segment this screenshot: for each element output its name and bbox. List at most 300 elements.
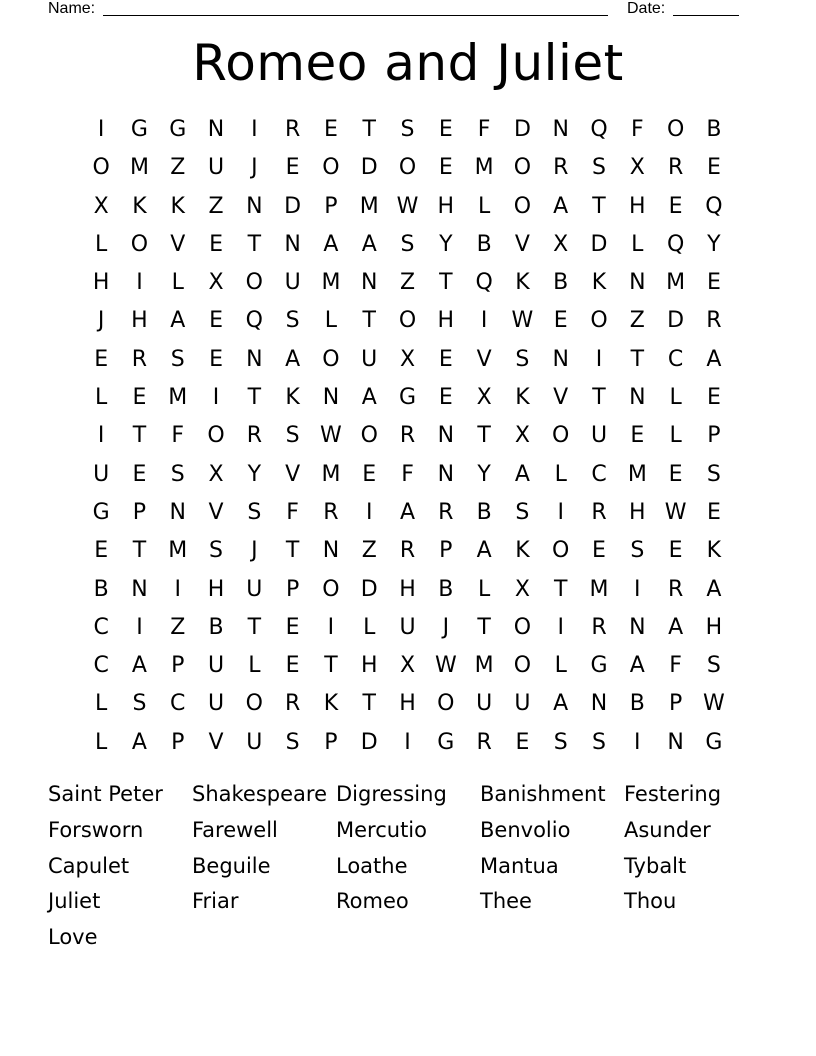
- grid-letter[interactable]: A: [323, 231, 339, 257]
- grid-letter[interactable]: K: [515, 538, 530, 564]
- grid-letter[interactable]: B: [706, 117, 722, 142]
- grid-letter[interactable]: P: [324, 193, 338, 219]
- word-list-item: Asunder: [624, 817, 711, 842]
- grid-letter[interactable]: A: [361, 385, 377, 411]
- grid-row: [82, 188, 736, 226]
- grid-letter[interactable]: R: [131, 346, 148, 372]
- word-list-item: Forsworn: [48, 817, 144, 842]
- grid-letter[interactable]: E: [706, 499, 721, 525]
- grid-letter[interactable]: K: [706, 538, 722, 564]
- grid-letter[interactable]: E: [438, 385, 453, 411]
- grid-letter[interactable]: U: [476, 691, 493, 717]
- grid-letter[interactable]: G: [130, 117, 148, 142]
- grid-letter[interactable]: N: [322, 385, 340, 411]
- grid-letter[interactable]: Z: [208, 193, 224, 219]
- grid-letter[interactable]: O: [552, 423, 570, 449]
- grid-letter[interactable]: N: [552, 117, 569, 142]
- grid-letter[interactable]: T: [630, 346, 645, 372]
- grid-letter[interactable]: X: [208, 461, 224, 487]
- grid-letter[interactable]: A: [553, 193, 569, 219]
- grid-letter[interactable]: H: [207, 576, 225, 602]
- grid-letter[interactable]: E: [668, 538, 683, 564]
- grid-letter[interactable]: L: [554, 653, 567, 679]
- grid-letter[interactable]: U: [590, 423, 608, 449]
- grid-letter[interactable]: E: [132, 385, 147, 411]
- grid-letter[interactable]: V: [285, 461, 301, 487]
- grid-letter[interactable]: S: [170, 461, 185, 487]
- grid-letter[interactable]: T: [477, 614, 491, 640]
- grid-letter[interactable]: G: [398, 385, 417, 411]
- grid-letter[interactable]: S: [706, 461, 721, 487]
- grid-letter[interactable]: X: [476, 385, 492, 411]
- grid-letter[interactable]: U: [207, 691, 225, 717]
- grid-letter[interactable]: N: [629, 270, 646, 296]
- grid-letter[interactable]: S: [592, 729, 606, 755]
- grid-letter[interactable]: V: [476, 346, 492, 372]
- grid-letter[interactable]: S: [132, 691, 147, 717]
- grid-letter[interactable]: D: [360, 576, 378, 602]
- grid-letter[interactable]: V: [553, 385, 569, 411]
- grid-letter[interactable]: L: [248, 653, 261, 679]
- grid-letter[interactable]: H: [437, 308, 455, 334]
- grid-letter[interactable]: I: [557, 499, 564, 525]
- grid-letter[interactable]: C: [667, 346, 684, 372]
- word-list-item: Beguile: [192, 853, 271, 878]
- grid-letter[interactable]: I: [97, 117, 105, 142]
- grid-row: [82, 685, 736, 723]
- grid-letter[interactable]: G: [590, 653, 608, 679]
- grid-letter[interactable]: X: [208, 270, 224, 296]
- grid-letter[interactable]: Y: [439, 231, 453, 257]
- grid-letter[interactable]: L: [554, 461, 567, 487]
- grid-letter[interactable]: T: [247, 614, 262, 640]
- grid-letter[interactable]: E: [668, 461, 683, 487]
- grid-letter[interactable]: U: [361, 346, 378, 372]
- grid-letter[interactable]: D: [284, 193, 302, 219]
- grid-letter[interactable]: X: [514, 576, 530, 602]
- grid-letter[interactable]: U: [284, 270, 301, 296]
- grid-letter[interactable]: J: [97, 308, 105, 334]
- grid-letter[interactable]: R: [591, 614, 607, 640]
- grid-letter[interactable]: O: [513, 653, 532, 679]
- grid-letter[interactable]: J: [251, 538, 258, 564]
- grid-letter[interactable]: N: [629, 385, 646, 411]
- grid-letter[interactable]: V: [208, 499, 224, 525]
- grid-letter[interactable]: A: [476, 538, 492, 564]
- grid-letter[interactable]: E: [706, 155, 721, 181]
- grid-letter[interactable]: R: [284, 117, 301, 142]
- grid-letter[interactable]: U: [207, 155, 225, 181]
- grid-letter[interactable]: O: [398, 155, 417, 181]
- grid-letter[interactable]: T: [247, 231, 262, 257]
- grid-letter[interactable]: T: [362, 691, 376, 717]
- grid-letter[interactable]: U: [246, 729, 263, 755]
- grid-letter[interactable]: W: [511, 308, 534, 334]
- grid-letter[interactable]: X: [93, 193, 109, 219]
- grid-letter[interactable]: E: [668, 193, 683, 219]
- grid-letter[interactable]: A: [553, 691, 569, 717]
- grid-letter[interactable]: V: [170, 231, 186, 257]
- grid-letter[interactable]: T: [324, 653, 338, 679]
- grid-letter[interactable]: E: [285, 653, 300, 679]
- grid-letter[interactable]: A: [514, 461, 530, 487]
- worksheet-header: [48, 0, 748, 20]
- grid-letter[interactable]: V: [514, 231, 530, 257]
- grid-letter[interactable]: U: [246, 576, 263, 602]
- grid-letter[interactable]: M: [129, 155, 149, 181]
- grid-letter[interactable]: B: [438, 576, 454, 602]
- grid-letter[interactable]: A: [285, 346, 301, 372]
- grid-letter[interactable]: F: [401, 461, 414, 487]
- grid-letter[interactable]: B: [93, 576, 109, 602]
- grid-letter[interactable]: D: [513, 117, 531, 142]
- grid-letter[interactable]: O: [92, 155, 110, 181]
- grid-letter[interactable]: Z: [629, 308, 645, 334]
- grid-letter[interactable]: L: [171, 270, 184, 296]
- grid-letter[interactable]: C: [591, 461, 607, 487]
- grid-letter[interactable]: I: [595, 346, 603, 372]
- grid-letter[interactable]: X: [553, 231, 569, 257]
- grid-letter[interactable]: T: [553, 576, 568, 602]
- grid-letter[interactable]: Q: [475, 270, 493, 296]
- grid-letter[interactable]: T: [285, 538, 300, 564]
- grid-letter[interactable]: H: [399, 691, 416, 717]
- grid-letter[interactable]: X: [514, 423, 530, 449]
- grid-letter[interactable]: L: [477, 193, 491, 219]
- grid-letter[interactable]: G: [705, 729, 723, 755]
- grid-letter[interactable]: A: [668, 614, 684, 640]
- grid-letter[interactable]: L: [95, 691, 108, 717]
- grid-letter[interactable]: F: [477, 117, 491, 142]
- grid-letter[interactable]: R: [438, 499, 454, 525]
- grid-letter[interactable]: N: [360, 270, 378, 296]
- grid-letter[interactable]: O: [590, 308, 608, 334]
- grid-letter[interactable]: M: [359, 193, 379, 219]
- grid-letter[interactable]: B: [476, 499, 492, 525]
- grid-letter[interactable]: Q: [666, 231, 685, 257]
- grid-letter[interactable]: T: [132, 538, 147, 564]
- word-list-row: [48, 777, 768, 813]
- grid-letter[interactable]: Z: [170, 614, 186, 640]
- grid-letter[interactable]: C: [93, 653, 109, 679]
- grid-letter[interactable]: O: [322, 346, 340, 372]
- grid-letter[interactable]: P: [285, 576, 300, 602]
- grid-letter[interactable]: S: [209, 538, 224, 564]
- grid-letter[interactable]: K: [591, 270, 607, 296]
- grid-letter[interactable]: A: [170, 308, 186, 334]
- grid-letter[interactable]: H: [437, 193, 455, 219]
- grid-letter[interactable]: R: [323, 499, 339, 525]
- grid-letter[interactable]: E: [285, 155, 300, 181]
- grid-letter[interactable]: Y: [247, 461, 262, 487]
- grid-letter[interactable]: T: [247, 385, 262, 411]
- grid-letter[interactable]: K: [132, 193, 147, 219]
- grid-letter[interactable]: G: [169, 117, 187, 142]
- grid-letter[interactable]: R: [667, 576, 684, 602]
- grid-letter[interactable]: W: [320, 423, 342, 449]
- grid-letter[interactable]: E: [553, 308, 568, 334]
- grid-letter[interactable]: R: [284, 691, 301, 717]
- grid-letter[interactable]: E: [323, 117, 338, 142]
- grid-letter[interactable]: I: [136, 270, 143, 296]
- grid-letter[interactable]: K: [515, 270, 530, 296]
- grid-letter[interactable]: L: [95, 385, 108, 411]
- grid-letter[interactable]: A: [399, 499, 416, 525]
- grid-letter[interactable]: J: [251, 155, 258, 181]
- grid-letter[interactable]: O: [245, 691, 263, 717]
- grid-letter[interactable]: M: [168, 538, 188, 564]
- grid-letter[interactable]: P: [171, 729, 185, 755]
- grid-letter[interactable]: E: [209, 346, 223, 372]
- grid-letter[interactable]: A: [706, 346, 722, 372]
- word-list-item: Festering: [624, 782, 722, 806]
- grid-letter[interactable]: S: [592, 155, 606, 181]
- grid-letter[interactable]: E: [592, 538, 606, 564]
- grid-letter[interactable]: B: [553, 270, 569, 296]
- grid-letter[interactable]: I: [136, 614, 143, 640]
- grid-letter[interactable]: E: [438, 117, 453, 142]
- grid-letter[interactable]: L: [363, 614, 376, 640]
- grid-letter[interactable]: T: [477, 423, 491, 449]
- grid-letter[interactable]: P: [668, 691, 683, 717]
- grid-letter[interactable]: M: [474, 653, 494, 679]
- word-list-item: Mercutio: [336, 817, 427, 842]
- grid-letter[interactable]: R: [706, 308, 722, 334]
- grid-letter[interactable]: W: [703, 691, 725, 717]
- grid-letter[interactable]: G: [437, 729, 455, 755]
- grid-letter[interactable]: U: [514, 691, 531, 717]
- grid-letter[interactable]: A: [131, 653, 147, 679]
- grid-letter[interactable]: E: [94, 538, 109, 564]
- grid-letter[interactable]: D: [360, 729, 378, 755]
- grid-letter[interactable]: N: [207, 117, 225, 142]
- grid-letter[interactable]: F: [286, 499, 299, 525]
- grid-letter[interactable]: N: [284, 231, 301, 257]
- grid-letter[interactable]: X: [399, 346, 416, 372]
- grid-letter[interactable]: W: [664, 499, 687, 525]
- grid-letter[interactable]: F: [171, 423, 185, 449]
- grid-letter[interactable]: O: [207, 423, 225, 449]
- grid-letter[interactable]: Z: [361, 538, 377, 564]
- grid-letter[interactable]: T: [592, 193, 606, 219]
- grid-letter[interactable]: W: [396, 193, 419, 219]
- grid-letter[interactable]: C: [170, 691, 186, 717]
- grid-letter[interactable]: U: [399, 614, 416, 640]
- grid-letter[interactable]: B: [208, 614, 224, 640]
- grid-letter[interactable]: O: [513, 155, 532, 181]
- grid-letter[interactable]: K: [170, 193, 185, 219]
- grid-letter[interactable]: E: [515, 729, 530, 755]
- grid-letter[interactable]: O: [513, 193, 532, 219]
- grid-letter[interactable]: F: [669, 653, 682, 679]
- grid-letter[interactable]: O: [437, 691, 455, 717]
- grid-letter[interactable]: S: [553, 729, 568, 755]
- grid-letter[interactable]: I: [480, 308, 488, 334]
- grid-letter[interactable]: Y: [707, 231, 721, 257]
- grid-letter[interactable]: E: [438, 155, 453, 181]
- grid-letter[interactable]: O: [666, 117, 685, 142]
- grid-letter[interactable]: E: [132, 461, 147, 487]
- grid-letter[interactable]: P: [132, 499, 147, 525]
- grid-letter[interactable]: S: [285, 729, 300, 755]
- grid-letter[interactable]: A: [629, 653, 645, 679]
- grid-letter[interactable]: Z: [170, 155, 186, 181]
- grid-letter[interactable]: N: [667, 729, 684, 755]
- grid-letter[interactable]: I: [634, 729, 641, 755]
- grid-letter[interactable]: P: [171, 653, 185, 679]
- grid-letter[interactable]: T: [592, 385, 606, 411]
- grid-letter[interactable]: H: [360, 653, 378, 679]
- grid-letter[interactable]: R: [399, 423, 416, 449]
- grid-letter[interactable]: O: [322, 576, 340, 602]
- grid-letter[interactable]: S: [247, 499, 262, 525]
- grid-letter[interactable]: N: [169, 499, 186, 525]
- grid-letter[interactable]: N: [131, 576, 148, 602]
- grid-letter[interactable]: N: [629, 614, 646, 640]
- grid-letter[interactable]: E: [209, 231, 223, 257]
- grid-letter[interactable]: U: [93, 461, 110, 487]
- grid-letter[interactable]: N: [322, 538, 340, 564]
- grid-letter[interactable]: O: [513, 614, 532, 640]
- grid-letter[interactable]: O: [360, 423, 378, 449]
- grid-letter[interactable]: L: [95, 231, 108, 257]
- grid-letter[interactable]: I: [557, 614, 564, 640]
- grid-letter[interactable]: B: [629, 691, 645, 717]
- grid-letter[interactable]: P: [707, 423, 721, 449]
- grid-letter[interactable]: R: [476, 729, 492, 755]
- grid-letter[interactable]: C: [93, 614, 109, 640]
- grid-letter[interactable]: P: [439, 538, 453, 564]
- grid-letter[interactable]: R: [399, 538, 416, 564]
- grid-letter[interactable]: U: [207, 653, 225, 679]
- grid-letter[interactable]: E: [94, 346, 109, 372]
- grid-letter[interactable]: E: [362, 461, 377, 487]
- grid-letter[interactable]: L: [669, 385, 682, 411]
- grid-letter[interactable]: P: [324, 729, 338, 755]
- grid-letter[interactable]: D: [590, 231, 608, 257]
- grid-letter[interactable]: L: [95, 729, 108, 755]
- grid-letter[interactable]: E: [438, 346, 453, 372]
- word-list-item: Capulet: [48, 853, 130, 878]
- grid-letter[interactable]: O: [130, 231, 149, 257]
- grid-letter[interactable]: M: [666, 270, 686, 296]
- grid-letter[interactable]: S: [630, 538, 645, 564]
- grid-letter[interactable]: L: [669, 423, 682, 449]
- grid-letter[interactable]: S: [515, 346, 530, 372]
- grid-letter[interactable]: W: [434, 653, 457, 679]
- grid-letter[interactable]: A: [706, 576, 722, 602]
- grid-letter[interactable]: H: [92, 270, 110, 296]
- grid-letter[interactable]: E: [706, 385, 721, 411]
- grid-letter[interactable]: M: [474, 155, 494, 181]
- grid-letter[interactable]: E: [706, 270, 721, 296]
- grid-letter[interactable]: T: [362, 308, 376, 334]
- grid-letter[interactable]: L: [324, 308, 338, 334]
- grid-letter[interactable]: L: [477, 576, 491, 602]
- grid-letter[interactable]: G: [92, 499, 110, 525]
- grid-letter[interactable]: A: [131, 729, 147, 755]
- grid-letter[interactable]: O: [552, 538, 570, 564]
- grid-letter[interactable]: X: [399, 653, 416, 679]
- grid-letter[interactable]: N: [437, 423, 455, 449]
- grid-letter[interactable]: R: [667, 155, 684, 181]
- grid-letter[interactable]: F: [630, 117, 644, 142]
- grid-letter[interactable]: K: [323, 691, 339, 717]
- grid-letter[interactable]: Q: [590, 117, 608, 142]
- grid-letter[interactable]: I: [404, 729, 411, 755]
- grid-letter[interactable]: Q: [705, 193, 723, 219]
- grid-letter[interactable]: M: [589, 576, 609, 602]
- grid-letter[interactable]: H: [705, 614, 723, 640]
- grid-letter[interactable]: S: [170, 346, 185, 372]
- grid-letter[interactable]: M: [168, 385, 188, 411]
- grid-letter[interactable]: S: [706, 653, 721, 679]
- grid-letter[interactable]: A: [361, 231, 377, 257]
- grid-letter[interactable]: T: [362, 117, 376, 142]
- grid-letter[interactable]: I: [634, 576, 641, 602]
- grid-letter[interactable]: L: [631, 231, 644, 257]
- grid-letter[interactable]: S: [285, 308, 300, 334]
- grid-letter[interactable]: H: [629, 193, 646, 219]
- grid-letter[interactable]: Q: [245, 308, 263, 334]
- grid-letter[interactable]: B: [476, 231, 492, 257]
- grid-letter[interactable]: M: [321, 461, 341, 487]
- grid-letter[interactable]: N: [590, 691, 608, 717]
- grid-letter[interactable]: R: [553, 155, 569, 181]
- grid-letter[interactable]: I: [212, 385, 220, 411]
- grid-letter[interactable]: H: [399, 576, 416, 602]
- grid-letter[interactable]: S: [285, 423, 300, 449]
- grid-letter[interactable]: I: [97, 423, 105, 449]
- grid-letter[interactable]: D: [360, 155, 378, 181]
- grid-letter[interactable]: S: [400, 117, 415, 142]
- grid-letter[interactable]: H: [629, 499, 646, 525]
- grid-letter[interactable]: I: [327, 614, 335, 640]
- grid-letter[interactable]: D: [667, 308, 685, 334]
- grid-letter[interactable]: E: [630, 423, 645, 449]
- grid-letter[interactable]: O: [245, 270, 263, 296]
- grid-letter[interactable]: K: [285, 385, 300, 411]
- grid-letter[interactable]: J: [442, 614, 450, 640]
- grid-letter[interactable]: M: [627, 461, 647, 487]
- grid-letter[interactable]: O: [322, 155, 340, 181]
- grid-letter[interactable]: N: [246, 346, 263, 372]
- grid-letter[interactable]: I: [365, 499, 373, 525]
- grid-letter[interactable]: O: [398, 308, 417, 334]
- grid-letter[interactable]: T: [439, 270, 453, 296]
- grid-letter[interactable]: H: [131, 308, 148, 334]
- grid-letter[interactable]: R: [591, 499, 607, 525]
- grid-letter[interactable]: Z: [399, 270, 416, 296]
- grid-letter[interactable]: N: [552, 346, 569, 372]
- grid-letter[interactable]: M: [321, 270, 341, 296]
- grid-letter[interactable]: Y: [477, 461, 491, 487]
- grid-letter[interactable]: I: [251, 117, 258, 142]
- grid-letter[interactable]: X: [629, 155, 645, 181]
- grid-letter[interactable]: I: [174, 576, 181, 602]
- grid-letter[interactable]: K: [515, 385, 530, 411]
- grid-letter[interactable]: S: [400, 231, 415, 257]
- grid-letter[interactable]: N: [246, 193, 263, 219]
- grid-letter[interactable]: E: [209, 308, 223, 334]
- grid-letter[interactable]: R: [246, 423, 262, 449]
- grid-letter[interactable]: V: [208, 729, 224, 755]
- grid-letter[interactable]: S: [515, 499, 530, 525]
- grid-row: [82, 609, 736, 647]
- grid-letter[interactable]: N: [437, 461, 455, 487]
- grid-letter[interactable]: T: [132, 423, 147, 449]
- grid-letter[interactable]: E: [285, 614, 300, 640]
